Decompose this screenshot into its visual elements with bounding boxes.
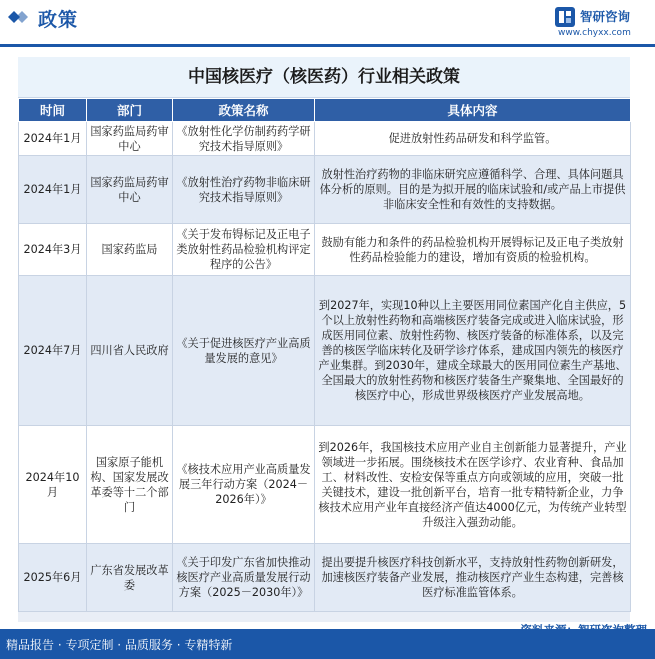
table-row xyxy=(19,156,631,224)
cell-time: 2025年6月 xyxy=(19,544,87,612)
cell-time: 2024年1月 xyxy=(19,122,87,156)
cell-dept: 国家药监局药审中心 xyxy=(87,156,173,224)
cell-name: 《放射性治疗药物非临床研究技术指导原则》 xyxy=(173,156,315,224)
cell-time: 2024年1月 xyxy=(19,156,87,224)
policy-table xyxy=(18,98,631,612)
cell-name: 《关于促进核医疗产业高质量发展的意见》 xyxy=(173,276,315,426)
column-header-time: 时间 xyxy=(19,99,87,122)
column-header-content: 具体内容 xyxy=(315,99,631,122)
cell-content: 到2027年，实现10种以上主要医用同位素国产化自主供应，5个以上放射性药物和高端核医疗装备完成或进入临床试验，形成医用同位素、放射性药物、核医疗装备的标准体系，以及完善的核医学临床转化及研学诊疗体系，建成国内领先的核医疗产业集群。到2030年，建成全球最大的医用同位素生产基地、全国最大的放射性药物和核医疗装备生产聚集地、全国最好的核医疗中心，形成世界级核医疗产业发展高地。 xyxy=(315,276,631,426)
header-divider xyxy=(0,44,655,47)
double-diamond-icon xyxy=(6,6,28,28)
cell-content: 提出要提升核医疗科技创新水平，支持放射性药物创新研发，加速核医疗装备产业发展，推动核医疗产业生态构建，完善核医疗标准监管体系。 xyxy=(315,544,631,612)
brand-url: www.chyxx.com xyxy=(558,28,631,38)
table-row xyxy=(19,426,631,544)
cell-dept: 国家药监局药审中心 xyxy=(87,122,173,156)
cell-content: 促进放射性药品研发和科学监管。 xyxy=(315,122,631,156)
table-row xyxy=(19,276,631,426)
cell-content: 鼓励有能力和条件的药品检验机构开展锝标记及正电子类放射性药品检验能力的建设，增加有资质的检验机构。 xyxy=(315,224,631,276)
column-header-dept: 部门 xyxy=(87,99,173,122)
cell-content: 到2026年，我国核技术应用产业自主创新能力显著提升，产业领域进一步拓展。围绕核技术在医学诊疗、农业育种、食品加工、材料改性、安检安保等重点方向或领域的应用，突破一批关键技术，建设一批创新平台，培育一批专精特新企业，力争核技术应用产业年直接经济产值达4000亿元，为传统产业转型升级注入强劲动能。 xyxy=(315,426,631,544)
cell-name: 《放射性化学仿制药药学研究技术指导原则》 xyxy=(173,122,315,156)
table-caption-text: 中国核医疗（核医药）行业相关政策 xyxy=(188,67,460,87)
table-header-row xyxy=(19,99,631,122)
cell-name: 《关于发布锝标记及正电子类放射性药品检验机构评定程序的公告》 xyxy=(173,224,315,276)
table-caption xyxy=(18,57,630,98)
cell-time: 2024年3月 xyxy=(19,224,87,276)
brand-name: 智研咨询 xyxy=(580,9,631,24)
cell-name: 《关于印发广东省加快推动核医疗产业高质量发展行动方案（2025－2030年）》 xyxy=(173,544,315,612)
cell-content: 放射性治疗药物的非临床研究应遵循科学、合理、具体问题具体分析的原则。目的是为拟开展的临床试验和/或产品上市提供非临床安全性和有效性的支持数据。 xyxy=(315,156,631,224)
brand-logo-icon xyxy=(554,6,576,28)
footer-slogan: 精品报告 · 专项定制 · 品质服务 · 专精特新 xyxy=(6,638,233,652)
cell-time: 2024年7月 xyxy=(19,276,87,426)
table-row xyxy=(19,224,631,276)
page-header xyxy=(0,0,655,36)
page-title: 政策 xyxy=(38,9,79,31)
cell-dept: 四川省人民政府 xyxy=(87,276,173,426)
policy-table-frame xyxy=(18,57,630,622)
cell-dept: 国家药监局 xyxy=(87,224,173,276)
cell-dept: 广东省发展改革委 xyxy=(87,544,173,612)
table-row xyxy=(19,122,631,156)
column-header-name: 政策名称 xyxy=(173,99,315,122)
brand-block xyxy=(554,4,652,44)
cell-dept: 国家原子能机构、国家发展改革委等十二个部门 xyxy=(87,426,173,544)
table-row xyxy=(19,544,631,612)
page-footer xyxy=(0,629,655,659)
cell-name: 《核技术应用产业高质量发展三年行动方案（2024－2026年）》 xyxy=(173,426,315,544)
cell-time: 2024年10月 xyxy=(19,426,87,544)
